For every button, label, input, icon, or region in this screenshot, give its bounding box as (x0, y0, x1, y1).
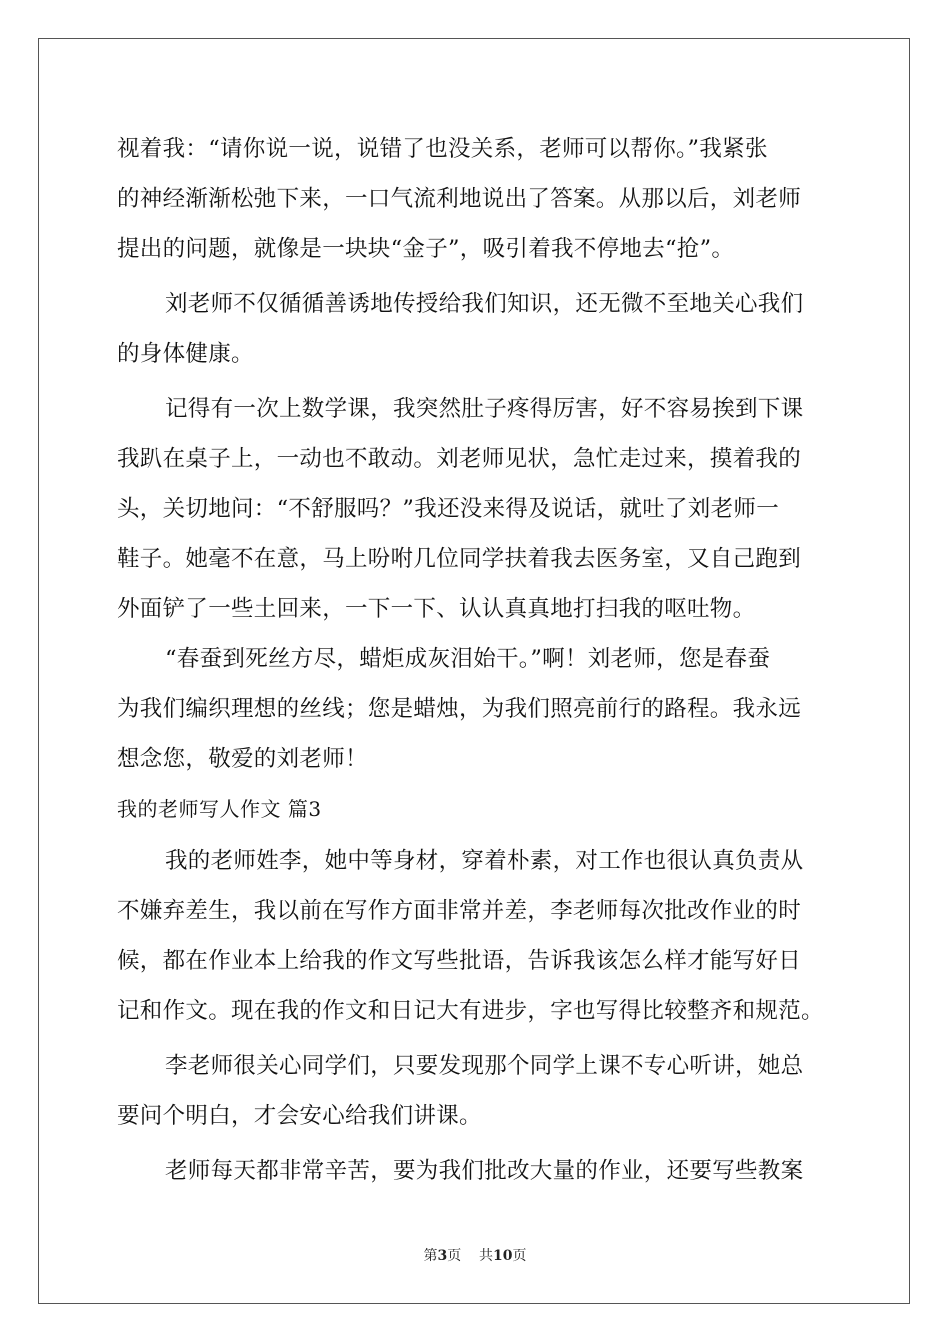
total-suffix: 页 (512, 1248, 527, 1264)
page-suffix: 页 (447, 1248, 462, 1264)
text-line: 要问个明白，才会安心给我们讲课。 (117, 1103, 482, 1129)
text-line: 刘老师不仅循循善诱地传授给我们知识，还无微不至地关心我们 (165, 291, 804, 317)
text-line: 头，关切地问：“不舒服吗？”我还没来得及说话，就吐了刘老师一 (117, 496, 780, 522)
text-line: “春蚕到死丝方尽，蜡炬成灰泪始干。”啊！刘老师，您是春蚕 (165, 646, 771, 672)
page-footer (0, 1245, 950, 1265)
total-pages: 10 (493, 1248, 513, 1264)
text-line: 鞋子。她毫不在意，马上吩咐几位同学扶着我去医务室，又自己跑到 (117, 546, 802, 572)
text-line: 我的老师姓李，她中等身材，穿着朴素，对工作也很认真负责从 (165, 848, 804, 874)
text-line: 候，都在作业本上给我的作文写些批语，告诉我该怎么样才能写好日 (117, 948, 802, 974)
text-line: 我趴在桌子上，一动也不敢动。刘老师见状，急忙走过来，摸着我的 (117, 446, 802, 472)
text-line: 想念您，敬爱的刘老师！ (117, 746, 368, 772)
page-number: 3 (437, 1248, 448, 1264)
section-heading: 我的老师写人作文 篇3 (117, 797, 322, 821)
text-line: 视着我：“请你说一说，说错了也没关系，老师可以帮你。”我紧张 (117, 136, 768, 162)
text-line: 的身体健康。 (117, 341, 254, 367)
text-line: 李老师很关心同学们，只要发现那个同学上课不专心听讲，她总 (165, 1053, 804, 1079)
page-prefix: 第 (423, 1248, 438, 1264)
total-prefix: 共 (479, 1248, 494, 1264)
text-line: 提出的问题，就像是一块块“金子”，吸引着我不停地去“抢”。 (117, 236, 735, 262)
text-line: 不嫌弃差生，我以前在写作方面非常并差，李老师每次批改作业的时 (117, 898, 802, 924)
text-line: 记得有一次上数学课，我突然肚子疼得厉害，好不容易挨到下课 (165, 396, 804, 422)
text-line: 的神经渐渐松弛下来，一口气流利地说出了答案。从那以后，刘老师 (117, 186, 802, 212)
text-line: 为我们编织理想的丝线；您是蜡烛，为我们照亮前行的路程。我永远 (117, 696, 802, 722)
text-line: 老师每天都非常辛苦，要为我们批改大量的作业，还要写些教案 (165, 1158, 804, 1184)
text-line: 记和作文。现在我的作文和日记大有进步，字也写得比较整齐和规范。 (117, 998, 824, 1024)
text-line: 外面铲了一些土回来，一下一下、认认真真地打扫我的呕吐物。 (117, 596, 756, 622)
